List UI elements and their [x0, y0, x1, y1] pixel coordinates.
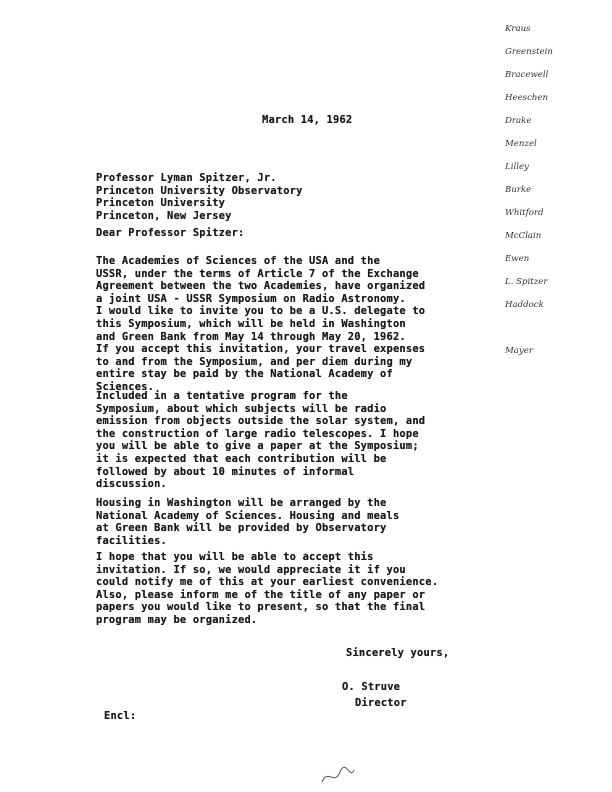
- text-line: discussion.: [96, 478, 168, 491]
- pen-scribble-mark: [318, 762, 358, 788]
- margin-note: Mayer: [505, 346, 533, 356]
- margin-note: Burke: [505, 185, 532, 195]
- text-line: facilities.: [96, 534, 168, 547]
- text-line: Agreement between the two Academies, have organized: [96, 280, 426, 293]
- handwritten-margin-list: [505, 18, 605, 363]
- margin-note: Greenstein: [505, 47, 553, 57]
- paragraph-invitation: [96, 255, 425, 394]
- text-line: to and from the Symposium, and per diem during my: [96, 355, 413, 368]
- text-line: invitation. If so, we would appreciate it if you: [96, 563, 406, 576]
- closing: Sincerely yours,: [346, 647, 450, 659]
- text-line: National Academy of Sciences. Housing and meals: [96, 509, 400, 522]
- margin-note: Haddock: [505, 300, 544, 310]
- paragraph-request: [96, 551, 438, 627]
- signature-title: Director: [355, 697, 407, 709]
- text-line: Also, please inform me of the title of any paper or: [96, 588, 426, 601]
- text-line: a joint USA - USSR Symposium on Radio Astronomy.: [96, 292, 406, 305]
- margin-note: Ewen: [505, 254, 530, 264]
- margin-note: Drake: [505, 116, 532, 126]
- text-line: Sciences.: [96, 380, 155, 393]
- signature-name: O. Struve: [342, 681, 401, 693]
- margin-note: L. Spitzer: [505, 277, 548, 287]
- text-line: at Green Bank will be provided by Observatory: [96, 522, 387, 535]
- address-line: Princeton University Observatory: [96, 184, 303, 197]
- margin-note: Heeschen: [505, 93, 549, 103]
- margin-note: Bracewell: [505, 70, 549, 80]
- text-line: this Symposium, which will be held in Washington: [96, 317, 406, 330]
- text-line: entire stay be paid by the National Academy of: [96, 368, 393, 381]
- text-line: Included in a tentative program for the: [96, 390, 348, 402]
- margin-note: Lilley: [505, 162, 529, 172]
- margin-note: Kraus: [505, 24, 531, 34]
- text-line: emission from objects outside the solar system, and: [96, 415, 426, 428]
- text-line: followed by about 10 minutes of informal: [96, 465, 355, 478]
- text-line: you will be able to give a paper at the Symposium;: [96, 440, 419, 453]
- text-line: could notify me of this at your earliest convenience.: [96, 576, 439, 589]
- paragraph-program: [96, 390, 425, 491]
- letter-date: March 14, 1962: [262, 114, 353, 126]
- text-line: USSR, under the terms of Article 7 of the Exchange: [96, 267, 419, 280]
- margin-note: Menzel: [505, 139, 537, 149]
- text-line: the construction of large radio telescopes. I hope: [96, 427, 419, 440]
- salutation: Dear Professor Spitzer:: [96, 227, 245, 239]
- recipient-address: [96, 172, 303, 222]
- text-line: Symposium, about which subjects will be radio: [96, 402, 387, 415]
- text-line: I would like to invite you to be a U.S. delegate to: [96, 305, 426, 318]
- address-line: Princeton, New Jersey: [96, 209, 232, 222]
- text-line: and Green Bank from May 14 through May 20, 1962.: [96, 330, 406, 343]
- text-line: I hope that you will be able to accept this: [96, 551, 374, 563]
- margin-note: Whitford: [505, 208, 544, 218]
- text-line: Housing in Washington will be arranged by the: [96, 497, 387, 509]
- margin-note: McClain: [505, 231, 542, 241]
- address-line: Princeton University: [96, 197, 226, 210]
- paragraph-housing: [96, 497, 399, 547]
- text-line: papers you would like to present, so that the final: [96, 601, 426, 614]
- address-line: Professor Lyman Spitzer, Jr.: [96, 172, 277, 184]
- margin-note: [505, 317, 605, 340]
- text-line: program may be organized.: [96, 613, 258, 626]
- enclosure-note: Encl:: [104, 710, 137, 722]
- text-line: If you accept this invitation, your travel expenses: [96, 343, 426, 356]
- text-line: The Academies of Sciences of the USA and the: [96, 255, 381, 267]
- text-line: it is expected that each contribution will be: [96, 452, 387, 465]
